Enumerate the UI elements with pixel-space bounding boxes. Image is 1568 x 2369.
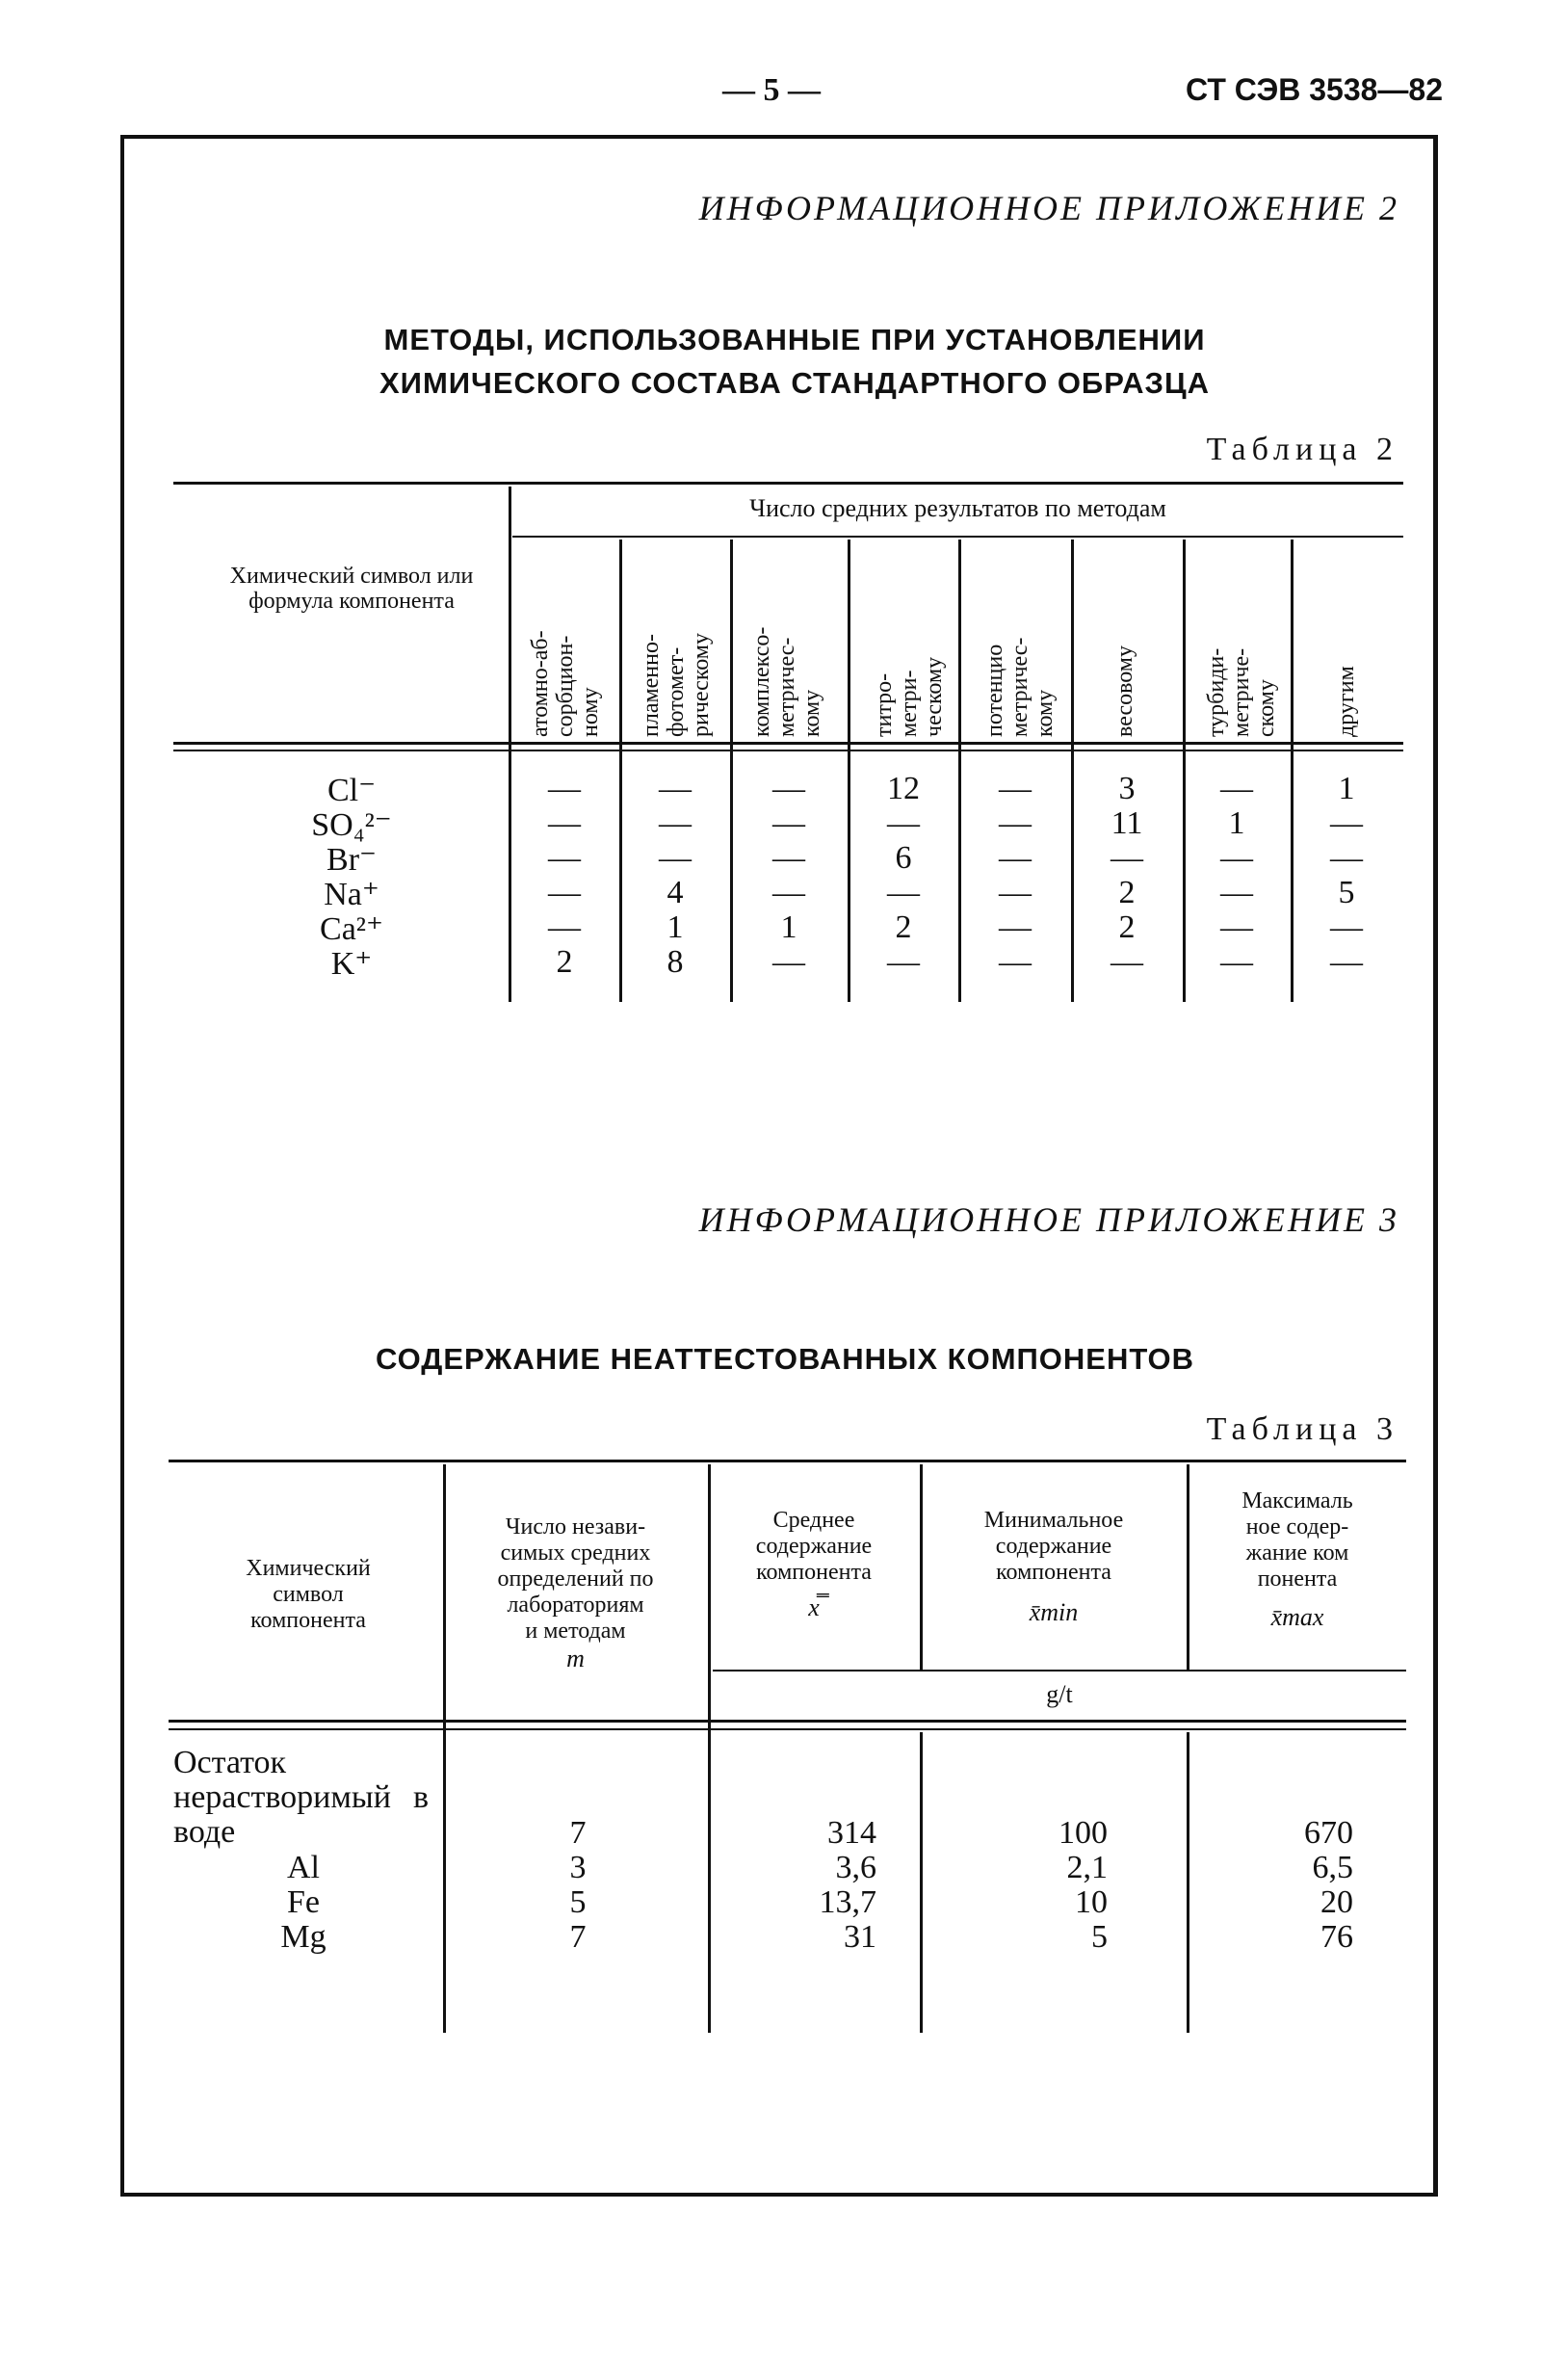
standard-code: СТ СЭВ 3538—82 <box>1186 72 1443 107</box>
table3-cell-m: 7 <box>569 1815 587 1851</box>
table2-cell: 12 <box>887 771 920 806</box>
table2-cell: — <box>999 840 1032 876</box>
method-header-potentio: потенцио метричес- кому <box>982 637 1058 737</box>
table2-row-symbol: Na⁺ <box>324 877 379 912</box>
table2-cell: — <box>1111 944 1143 980</box>
method-header-turbid: турбиди- метриче- скому <box>1204 647 1279 737</box>
table3-row-name: Fe <box>287 1884 320 1920</box>
method-header-titr: титро- метри- ческому <box>872 656 947 737</box>
table3-min-header: Минимальное содержание компонента <box>983 1508 1124 1585</box>
appendix2-title-line2: ХИМИЧЕСКОГО СОСТАВА СТАНДАРТНОГО ОБРАЗЦА <box>379 366 1210 400</box>
appendix3-title: СОДЕРЖАНИЕ НЕАТТЕСТОВАННЫХ КОМПОНЕНТОВ <box>375 1342 1195 1376</box>
table3-min-symbol: x̄min <box>1029 1598 1079 1626</box>
table3-count-symbol: m <box>566 1645 585 1672</box>
table3-cell-min: 10 <box>1075 1884 1108 1920</box>
table3-max-header: Максималь ное содер- жание ком понента <box>1241 1488 1353 1592</box>
table2-cell: — <box>1330 909 1363 945</box>
table2-group-header: Число средних результатов по методам <box>749 494 1166 522</box>
table2-cell: — <box>548 840 581 876</box>
method-header-other: другим <box>1334 666 1359 737</box>
table2-cell: — <box>659 840 692 876</box>
table2-row-symbol: Br⁻ <box>327 842 377 878</box>
table2-cell: — <box>1330 840 1363 876</box>
table3-cell-min: 2,1 <box>1066 1850 1108 1885</box>
table2-cell: — <box>772 805 805 841</box>
method-header-aas: атомно-аб- сорбцион- ному <box>528 630 603 737</box>
table2-cell: — <box>999 909 1032 945</box>
table2-cell: — <box>548 771 581 806</box>
table3-cell-mean: 314 <box>827 1815 876 1851</box>
table2-cell: 2 <box>1118 909 1136 945</box>
table2-cell: — <box>999 944 1032 980</box>
table3-cell-mean: 31 <box>844 1919 876 1955</box>
table2-cell: — <box>887 805 920 841</box>
method-header-complexo: комплексо- метричес- кому <box>749 626 824 737</box>
table3-max-symbol: x̄max <box>1270 1603 1324 1631</box>
table2-row-symbol: SO₄²⁻ <box>311 807 392 843</box>
table2-cell: 5 <box>1338 875 1355 910</box>
table2-cell: — <box>1220 771 1253 806</box>
table3-cell-max: 6,5 <box>1312 1850 1353 1885</box>
table3-row-name: Mg <box>280 1919 327 1955</box>
table2-cell: — <box>1220 944 1253 980</box>
table2-label: Таблица 2 <box>1206 432 1398 467</box>
table3-unit: g/t <box>1046 1680 1073 1708</box>
table2-cell: 11 <box>1111 805 1143 841</box>
table2-cell: 1 <box>1228 805 1245 841</box>
table2-cell: 2 <box>1118 875 1136 910</box>
table3-mean-header: Среднее содержание компонента <box>755 1508 873 1585</box>
table2-cell: 1 <box>780 909 797 945</box>
table3-row-name: Al <box>287 1850 320 1885</box>
table2-cell: — <box>772 875 805 910</box>
table3-cell-min: 5 <box>1091 1919 1108 1955</box>
table2-cell: — <box>1330 944 1363 980</box>
table2-cell: — <box>772 944 805 980</box>
table2-cell: 2 <box>895 909 912 945</box>
table2-cell: — <box>659 805 692 841</box>
table2-cell: — <box>1220 875 1253 910</box>
table3-cell-m: 3 <box>569 1850 587 1885</box>
table3-cell-m: 5 <box>569 1884 587 1920</box>
appendix2-title-line1: МЕТОДЫ, ИСПОЛЬЗОВАННЫЕ ПРИ УСТАНОВЛЕНИИ <box>383 323 1206 356</box>
table2-cell: — <box>1111 840 1143 876</box>
table2-cell: — <box>548 875 581 910</box>
table3-mean-symbol: x̿ <box>808 1593 820 1621</box>
table3-row-name: Остаток нерастворимый в воде <box>173 1745 429 1850</box>
table2-cell: — <box>1220 909 1253 945</box>
table3-cell-mean: 3,6 <box>835 1850 876 1885</box>
method-header-flame: пламенно- фотомет- рическому <box>639 633 714 737</box>
appendix2-label: ИНФОРМАЦИОННОЕ ПРИЛОЖЕНИЕ 2 <box>698 189 1399 227</box>
table2-row-symbol: Ca²⁺ <box>320 911 383 947</box>
table2-cell: 6 <box>895 840 912 876</box>
table2-cell: 1 <box>1338 771 1355 806</box>
table2-cell: — <box>1330 805 1363 841</box>
table2-cell: — <box>999 875 1032 910</box>
table2-cell: — <box>999 771 1032 806</box>
table3-cell-m: 7 <box>569 1919 587 1955</box>
table2-cell: — <box>659 771 692 806</box>
table2-row-symbol: Cl⁻ <box>327 773 377 808</box>
page-number: — 5 — <box>722 72 821 108</box>
table2-cell: — <box>772 771 805 806</box>
table2-cell: — <box>887 944 920 980</box>
table3-cell-max: 670 <box>1304 1815 1353 1851</box>
table3-component-header: Химический символ компонента <box>246 1556 371 1633</box>
table2-cell: 8 <box>666 944 684 980</box>
table2-row-symbol: K⁺ <box>330 946 373 982</box>
method-header-weight: весовому <box>1112 645 1137 737</box>
table3-count-header: Число незави- симых средних определений по лабораториям и методам <box>497 1514 654 1644</box>
table3-cell-mean: 13,7 <box>819 1884 876 1920</box>
table2-cell: — <box>887 875 920 910</box>
table2-cell: — <box>548 805 581 841</box>
table2-component-header: Химический символ или формула компонента <box>229 564 474 614</box>
table3-cell-max: 20 <box>1320 1884 1353 1920</box>
table2-cell: — <box>548 909 581 945</box>
table2-cell: — <box>1220 840 1253 876</box>
table3-cell-min: 100 <box>1058 1815 1108 1851</box>
table2-cell: — <box>999 805 1032 841</box>
table2-cell: 2 <box>556 944 573 980</box>
table2-cell: 3 <box>1118 771 1136 806</box>
table3-label: Таблица 3 <box>1206 1411 1398 1447</box>
table3-cell-max: 76 <box>1320 1919 1353 1955</box>
table2-cell: — <box>772 840 805 876</box>
appendix3-label: ИНФОРМАЦИОННОЕ ПРИЛОЖЕНИЕ 3 <box>698 1200 1399 1239</box>
table2-cell: 1 <box>666 909 684 945</box>
table2-cell: 4 <box>666 875 684 910</box>
